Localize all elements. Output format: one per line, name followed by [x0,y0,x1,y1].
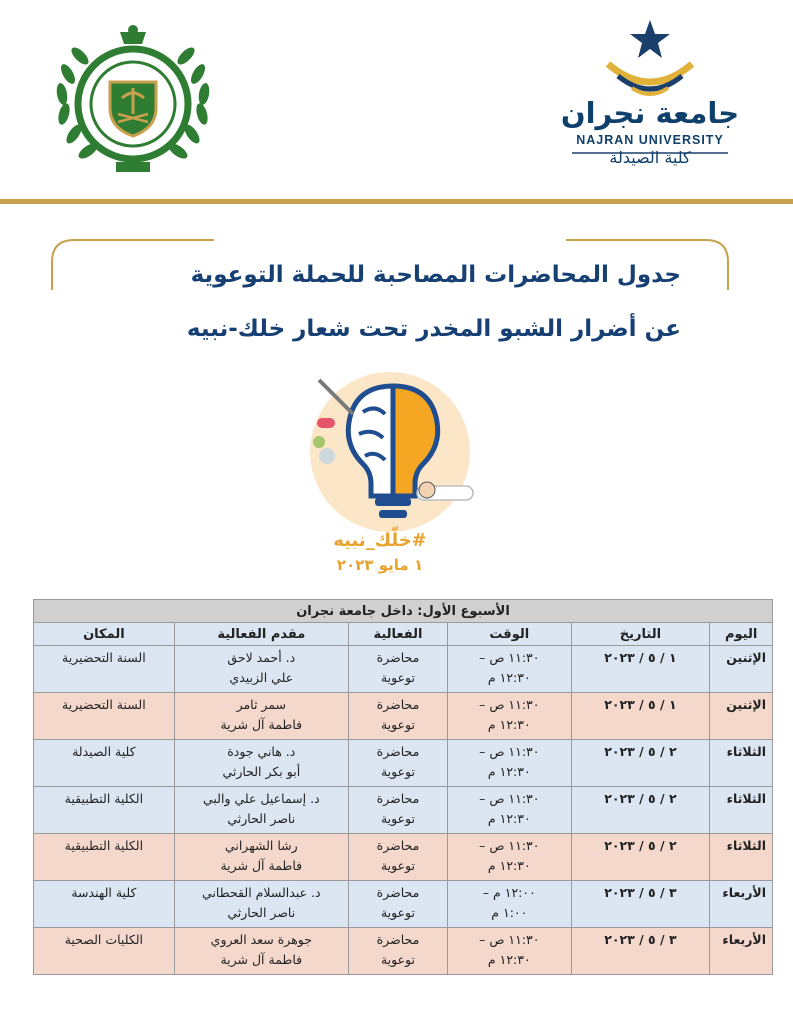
cell-activity [348,740,447,787]
day-text: الإثنين [726,697,766,712]
cell-day [710,928,773,975]
day-text: الثلاثاء [726,838,766,853]
time-start: ١١:٣٠ ص – [479,791,540,806]
time-start: ١١:٣٠ ص – [479,650,540,665]
cell-time [448,928,572,975]
presenter-line-2: ناصر الحارثي [227,905,296,920]
cell-day [710,787,773,834]
cell-time [448,646,572,693]
cell-date [571,740,710,787]
activity-line-2: توعوية [380,811,415,826]
university-name-english: NAJRAN UNIVERSITY [576,133,724,147]
cell-place [34,693,175,740]
day-text: الأربعاء [722,885,766,900]
table-row [34,928,773,975]
day-text: الثلاثاء [726,744,766,759]
header-divider [0,199,793,204]
cell-date [571,787,710,834]
time-start: ١١:٣٠ ص – [479,932,540,947]
activity-line-2: توعوية [380,905,415,920]
table-header-row [34,623,773,646]
place-text: الكليات الصحية [64,932,144,947]
cell-activity [348,646,447,693]
table-caption-row [34,600,773,623]
cell-date [571,646,710,693]
table-row [34,693,773,740]
header-day: اليوم [710,623,773,646]
date-text: ٢ / ٥ / ٢٠٢٣ [604,744,677,759]
table-caption: الأسبوع الأول: داخل جامعة نجران [34,600,773,623]
header-place: المكان [34,623,175,646]
date-text: ٣ / ٥ / ٢٠٢٣ [604,885,677,900]
presenter-line-1: د. عبدالسلام القحطاني [202,885,321,900]
cell-day [710,881,773,928]
presenter-line-1: د. هاني جودة [227,744,296,759]
cell-place [34,881,175,928]
presenter-line-2: فاطمة آل شرية [220,717,303,732]
activity-line-2: توعوية [380,670,415,685]
cell-time [448,834,572,881]
page-title-line-1: جدول المحاضرات المصاحبة للحملة التوعوية [190,262,681,288]
university-name-arabic: جامعة نجران [560,96,740,130]
table-row [34,881,773,928]
activity-line-1: محاضرة [376,744,420,759]
header-date: التاريخ [571,623,710,646]
cell-place [34,740,175,787]
cell-place [34,787,175,834]
cell-day [710,646,773,693]
time-start: ١١:٣٠ ص – [479,697,540,712]
place-text: كلية الصيدلة [72,744,136,759]
cell-time [448,740,572,787]
time-end: ١:٠٠ م [491,905,528,920]
lecture-schedule-table [33,599,773,975]
place-text: الكلية التطبيقية [64,791,144,806]
place-text: كلية الهندسة [71,885,137,900]
time-start: ١٢:٠٠ م – [482,885,536,900]
table-row [34,787,773,834]
activity-line-2: توعوية [380,952,415,967]
day-text: الثلاثاء [726,791,766,806]
date-text: ٢ / ٥ / ٢٠٢٣ [604,791,677,806]
day-text: الإثنين [726,650,766,665]
place-text: السنة التحضيرية [62,697,146,712]
header-activity: الفعالية [348,623,447,646]
presenter-line-2: علي الزبيدي [229,670,294,685]
cell-place [34,646,175,693]
cell-date [571,834,710,881]
time-end: ١٢:٣٠ م [487,670,531,685]
place-text: السنة التحضيرية [62,650,146,665]
time-start: ١١:٣٠ ص – [479,838,540,853]
time-end: ١٢:٣٠ م [487,764,531,779]
time-start: ١١:٣٠ ص – [479,744,540,759]
cell-activity [348,928,447,975]
date-text: ٢ / ٥ / ٢٠٢٣ [604,838,677,853]
activity-line-2: توعوية [380,764,415,779]
cell-place [34,834,175,881]
presenter-line-1: د. أحمد لاحق [227,650,296,665]
table-row [34,646,773,693]
table-row [34,834,773,881]
cell-day [710,834,773,881]
cell-day [710,693,773,740]
cell-place [34,928,175,975]
cell-day [710,740,773,787]
campaign-date: ١ مايو ٢٠٢٣ [336,556,424,574]
presenter-line-1: سمر ثامر [236,697,287,712]
cell-presenter [174,646,348,693]
header-time: الوقت [448,623,572,646]
cell-date [571,928,710,975]
time-end: ١٢:٣٠ م [487,858,531,873]
activity-line-1: محاضرة [376,697,420,712]
cell-time [448,693,572,740]
cell-date [571,881,710,928]
presenter-line-2: ناصر الحارثي [227,811,296,826]
page-title-line-2: عن أضرار الشبو المخدر تحت شعار خلك-نبيه [186,316,681,342]
activity-line-1: محاضرة [376,932,420,947]
cell-time [448,881,572,928]
date-text: ٣ / ٥ / ٢٠٢٣ [604,932,677,947]
place-text: الكلية التطبيقية [64,838,144,853]
activity-line-1: محاضرة [376,650,420,665]
date-text: ١ / ٥ / ٢٠٢٣ [604,650,677,665]
college-name: كلية الصيدلة [609,148,691,167]
cell-presenter [174,787,348,834]
cell-presenter [174,834,348,881]
cell-activity [348,787,447,834]
activity-line-1: محاضرة [376,885,420,900]
time-end: ١٢:٣٠ م [487,717,531,732]
cell-date [571,693,710,740]
cell-presenter [174,881,348,928]
activity-line-1: محاضرة [376,838,420,853]
time-end: ١٢:٣٠ م [487,811,531,826]
day-text: الأربعاء [722,932,766,947]
cell-presenter [174,693,348,740]
table-row [34,740,773,787]
presenter-line-1: د. إسماعيل علي والبي [202,791,320,806]
presenter-line-1: جوهرة سعد العروي [210,932,312,947]
activity-line-2: توعوية [380,858,415,873]
campaign-hashtag: #خلّك_نبيه [333,530,427,551]
cell-activity [348,881,447,928]
cell-presenter [174,928,348,975]
cell-time [448,787,572,834]
presenter-line-1: رشا الشهراني [224,838,298,853]
activity-line-2: توعوية [380,717,415,732]
presenter-line-2: أبو بكر الحارثي [222,764,301,779]
activity-line-1: محاضرة [376,791,420,806]
brain-bulb-illustration [305,372,480,532]
cell-activity [348,834,447,881]
time-end: ١٢:٣٠ م [487,952,531,967]
ministry-emblem-logo [48,14,218,176]
presenter-line-2: فاطمة آل شرية [220,858,303,873]
presenter-line-2: فاطمة آل شرية [220,952,303,967]
cell-presenter [174,740,348,787]
cell-activity [348,693,447,740]
header-presenter: مقدم الفعالية [174,623,348,646]
date-text: ١ / ٥ / ٢٠٢٣ [604,697,677,712]
